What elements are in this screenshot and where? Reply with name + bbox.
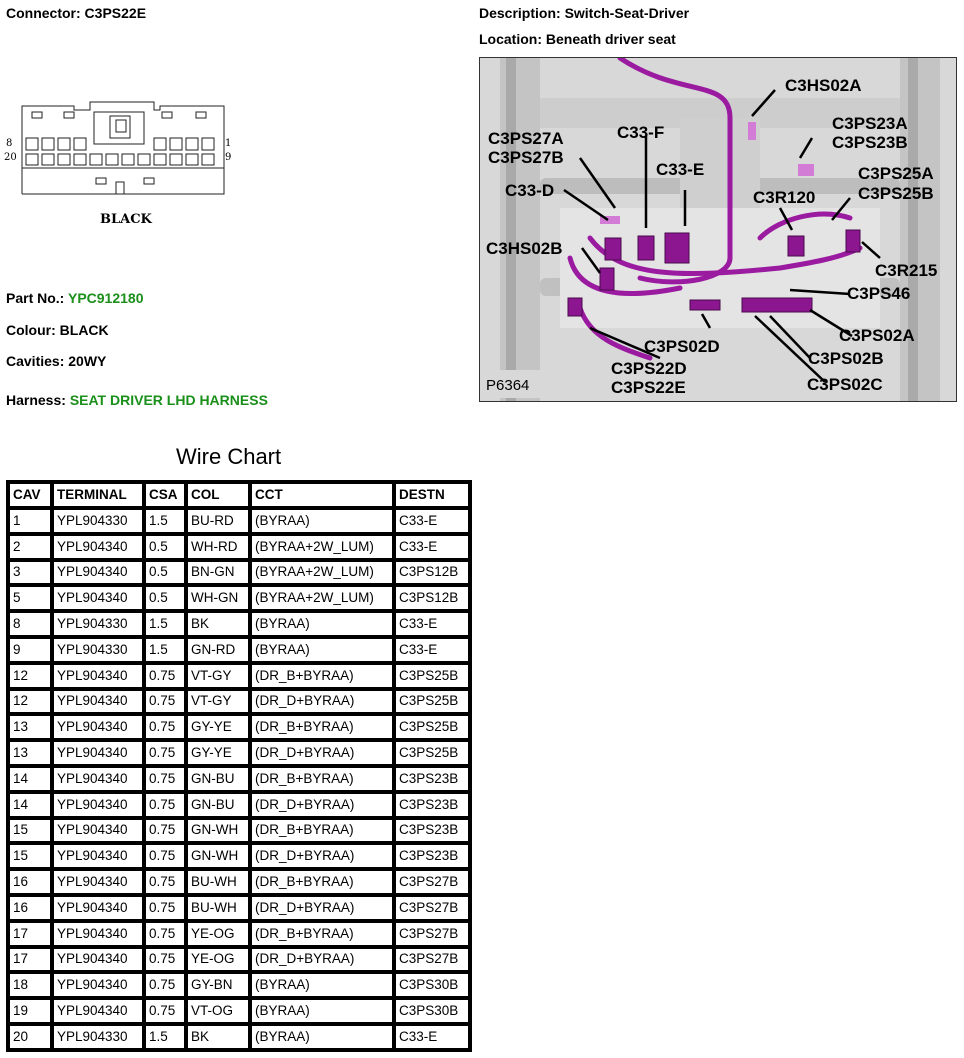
cell-terminal: YPL904330 <box>52 1024 144 1050</box>
header-terminal: TERMINAL <box>52 482 144 508</box>
callout-c3r120: C3R120 <box>753 188 816 207</box>
cell-csa: 1.5 <box>144 611 186 637</box>
cell-csa: 1.5 <box>144 1024 186 1050</box>
cell-col: WH-GN <box>186 585 250 611</box>
cell-cav: 15 <box>8 843 52 869</box>
cell-terminal: YPL904330 <box>52 611 144 637</box>
cell-cct: (BYRAA) <box>250 998 394 1024</box>
cell-csa: 0.75 <box>144 843 186 869</box>
callout-c3r215: C3R215 <box>875 261 938 280</box>
pin-label-left-bottom: 20 <box>4 152 17 163</box>
callout-c3hs02a: C3HS02A <box>785 76 862 95</box>
callout-c3ps46: C3PS46 <box>847 284 911 303</box>
harness-label: Harness: <box>6 392 66 408</box>
cell-cct: (BYRAA) <box>250 637 394 663</box>
cell-destn: C3PS23B <box>394 792 470 818</box>
colour-label: Colour: <box>6 322 56 338</box>
cell-destn: C3PS30B <box>394 998 470 1024</box>
cell-cct: (BYRAA+2W_LUM) <box>250 534 394 560</box>
part-number-row <box>6 290 144 306</box>
cell-cav: 17 <box>8 921 52 947</box>
cavities-value: 20WY <box>68 353 107 369</box>
cell-cct: (DR_D+BYRAA) <box>250 792 394 818</box>
cell-terminal: YPL904340 <box>52 585 144 611</box>
table-row <box>8 818 470 844</box>
cell-destn: C3PS25B <box>394 689 470 715</box>
cell-terminal: YPL904340 <box>52 843 144 869</box>
cell-cct: (DR_D+BYRAA) <box>250 895 394 921</box>
cell-destn: C3PS23B <box>394 766 470 792</box>
cell-terminal: YPL904340 <box>52 972 144 998</box>
part-number-link[interactable]: YPC912180 <box>67 290 144 306</box>
colour-value: BLACK <box>59 322 109 338</box>
cell-destn: C3PS27B <box>394 895 470 921</box>
table-row <box>8 869 470 895</box>
cell-cav: 2 <box>8 534 52 560</box>
cell-cct: (BYRAA) <box>250 611 394 637</box>
cell-terminal: YPL904340 <box>52 560 144 586</box>
callout-c3hs02b: C3HS02B <box>486 239 563 258</box>
callout-c3ps22d: C3PS22D <box>611 359 687 378</box>
header-col: COL <box>186 482 250 508</box>
cell-cav: 15 <box>8 818 52 844</box>
cell-col: GN-BU <box>186 792 250 818</box>
cell-cct: (BYRAA+2W_LUM) <box>250 585 394 611</box>
header-destn: DESTN <box>394 482 470 508</box>
cell-destn: C33-E <box>394 611 470 637</box>
cell-destn: C3PS27B <box>394 921 470 947</box>
cell-cav: 13 <box>8 714 52 740</box>
pin-label-left-top: 8 <box>6 138 13 149</box>
cell-col: VT-GY <box>186 663 250 689</box>
table-row <box>8 792 470 818</box>
callout-c3ps02c: C3PS02C <box>807 375 883 394</box>
cell-destn: C3PS27B <box>394 947 470 973</box>
cell-csa: 0.75 <box>144 792 186 818</box>
callout-c3ps25b: C3PS25B <box>858 184 934 203</box>
cell-terminal: YPL904330 <box>52 637 144 663</box>
cell-col: BU-WH <box>186 895 250 921</box>
cell-cct: (BYRAA) <box>250 972 394 998</box>
cell-terminal: YPL904330 <box>52 508 144 534</box>
cell-destn: C3PS12B <box>394 560 470 586</box>
cell-terminal: YPL904340 <box>52 534 144 560</box>
cell-destn: C3PS25B <box>394 714 470 740</box>
cell-csa: 0.75 <box>144 921 186 947</box>
cell-cct: (BYRAA) <box>250 1024 394 1050</box>
cell-terminal: YPL904340 <box>52 714 144 740</box>
cell-terminal: YPL904340 <box>52 663 144 689</box>
table-row <box>8 740 470 766</box>
cell-cct: (DR_D+BYRAA) <box>250 689 394 715</box>
header-csa: CSA <box>144 482 186 508</box>
cell-csa: 1.5 <box>144 637 186 663</box>
cell-cct: (DR_B+BYRAA) <box>250 921 394 947</box>
cell-cav: 14 <box>8 766 52 792</box>
header-cav: CAV <box>8 482 52 508</box>
cell-cav: 17 <box>8 947 52 973</box>
wire-chart-header-row <box>8 482 470 508</box>
cell-col: GN-BU <box>186 766 250 792</box>
cell-col: BK <box>186 1024 250 1050</box>
colour-row <box>6 322 109 338</box>
cell-col: BK <box>186 611 250 637</box>
cell-cct: (BYRAA+2W_LUM) <box>250 560 394 586</box>
cell-terminal: YPL904340 <box>52 895 144 921</box>
table-row <box>8 611 470 637</box>
cell-destn: C33-E <box>394 508 470 534</box>
table-row <box>8 1024 470 1050</box>
callout-c3ps25a: C3PS25A <box>858 164 934 183</box>
cell-terminal: YPL904340 <box>52 869 144 895</box>
cell-cav: 1 <box>8 508 52 534</box>
table-row <box>8 560 470 586</box>
callout-c33-d: C33-D <box>505 181 555 200</box>
cell-csa: 1.5 <box>144 508 186 534</box>
cell-terminal: YPL904340 <box>52 766 144 792</box>
cell-cav: 5 <box>8 585 52 611</box>
cell-cct: (DR_D+BYRAA) <box>250 843 394 869</box>
cell-destn: C3PS25B <box>394 663 470 689</box>
cell-destn: C3PS30B <box>394 972 470 998</box>
table-row <box>8 998 470 1024</box>
cell-cav: 20 <box>8 1024 52 1050</box>
wire-chart-table <box>6 480 472 1052</box>
photo-reference: P6364 <box>486 377 530 394</box>
cell-cct: (DR_B+BYRAA) <box>250 818 394 844</box>
cell-destn: C3PS23B <box>394 843 470 869</box>
location-label: Location: Beneath driver seat <box>479 31 676 47</box>
cell-cav: 16 <box>8 869 52 895</box>
cell-csa: 0.75 <box>144 869 186 895</box>
cell-col: BU-RD <box>186 508 250 534</box>
cell-csa: 0.75 <box>144 895 186 921</box>
connector-face-diagram <box>4 98 236 234</box>
harness-link[interactable]: SEAT DRIVER LHD HARNESS <box>69 392 268 408</box>
cell-terminal: YPL904340 <box>52 921 144 947</box>
cell-destn: C33-E <box>394 1024 470 1050</box>
cell-terminal: YPL904340 <box>52 740 144 766</box>
cell-csa: 0.75 <box>144 766 186 792</box>
wire-chart-title: Wire Chart <box>176 444 282 469</box>
cell-csa: 0.75 <box>144 689 186 715</box>
table-row <box>8 637 470 663</box>
table-row <box>8 689 470 715</box>
table-row <box>8 843 470 869</box>
cell-csa: 0.75 <box>144 663 186 689</box>
pin-label-right-bottom: 9 <box>225 152 232 163</box>
table-row <box>8 766 470 792</box>
cell-cct: (DR_B+BYRAA) <box>250 766 394 792</box>
cell-destn: C33-E <box>394 637 470 663</box>
cell-csa: 0.75 <box>144 714 186 740</box>
cell-terminal: YPL904340 <box>52 998 144 1024</box>
cell-cav: 18 <box>8 972 52 998</box>
cell-cav: 14 <box>8 792 52 818</box>
cell-destn: C3PS23B <box>394 818 470 844</box>
table-row <box>8 534 470 560</box>
callout-c33-e: C33-E <box>656 160 705 179</box>
cell-cav: 12 <box>8 689 52 715</box>
cell-csa: 0.5 <box>144 560 186 586</box>
table-row <box>8 714 470 740</box>
cell-col: VT-GY <box>186 689 250 715</box>
cell-cct: (DR_D+BYRAA) <box>250 740 394 766</box>
cell-cav: 13 <box>8 740 52 766</box>
wire-chart-body <box>8 508 470 1050</box>
table-row <box>8 895 470 921</box>
cell-cct: (DR_B+BYRAA) <box>250 869 394 895</box>
cell-cct: (DR_B+BYRAA) <box>250 714 394 740</box>
callout-c3ps02b: C3PS02B <box>808 349 884 368</box>
callout-c3ps27a: C3PS27A <box>488 129 564 148</box>
part-number-label: Part No.: <box>6 290 65 306</box>
cell-cav: 19 <box>8 998 52 1024</box>
cell-col: GN-WH <box>186 843 250 869</box>
cell-terminal: YPL904340 <box>52 792 144 818</box>
header-cct: CCT <box>250 482 394 508</box>
table-row <box>8 921 470 947</box>
callout-c33-f: C33-F <box>617 123 665 142</box>
cell-csa: 0.5 <box>144 534 186 560</box>
connector-color-text: BLACK <box>100 212 152 227</box>
table-row <box>8 508 470 534</box>
harness-row <box>6 392 268 408</box>
cell-col: GN-RD <box>186 637 250 663</box>
cell-destn: C33-E <box>394 534 470 560</box>
cavities-label: Cavities: <box>6 353 65 369</box>
cell-terminal: YPL904340 <box>52 947 144 973</box>
cell-csa: 0.75 <box>144 740 186 766</box>
cavities-row <box>6 353 106 369</box>
callout-c3ps23a: C3PS23A <box>832 114 908 133</box>
cell-csa: 0.75 <box>144 972 186 998</box>
callout-c3ps27b: C3PS27B <box>488 148 564 167</box>
cell-col: GN-WH <box>186 818 250 844</box>
cell-destn: C3PS27B <box>394 869 470 895</box>
cell-col: YE-OG <box>186 921 250 947</box>
cell-destn: C3PS25B <box>394 740 470 766</box>
cell-cav: 12 <box>8 663 52 689</box>
pin-label-right-top: 1 <box>225 138 232 149</box>
cell-csa: 0.75 <box>144 947 186 973</box>
table-row <box>8 663 470 689</box>
callout-c3ps02a: C3PS02A <box>839 326 915 345</box>
cell-cav: 8 <box>8 611 52 637</box>
cell-col: YE-OG <box>186 947 250 973</box>
table-row <box>8 972 470 998</box>
cell-cct: (DR_D+BYRAA) <box>250 947 394 973</box>
description-label: Description: Switch-Seat-Driver <box>479 5 690 21</box>
cell-col: GY-YE <box>186 714 250 740</box>
connector-label: Connector: C3PS22E <box>6 5 147 21</box>
cell-cav: 3 <box>8 560 52 586</box>
location-photo <box>479 57 957 402</box>
cell-cav: 16 <box>8 895 52 921</box>
cell-terminal: YPL904340 <box>52 689 144 715</box>
cell-csa: 0.75 <box>144 998 186 1024</box>
cell-col: BN-GN <box>186 560 250 586</box>
table-row <box>8 947 470 973</box>
callout-c3ps02d: C3PS02D <box>644 337 720 356</box>
cell-col: BU-WH <box>186 869 250 895</box>
cell-cct: (DR_B+BYRAA) <box>250 663 394 689</box>
cell-col: VT-OG <box>186 998 250 1024</box>
callout-c3ps22e: C3PS22E <box>611 378 686 397</box>
cell-col: GY-YE <box>186 740 250 766</box>
cell-csa: 0.5 <box>144 585 186 611</box>
cell-col: GY-BN <box>186 972 250 998</box>
cell-destn: C3PS12B <box>394 585 470 611</box>
table-row <box>8 585 470 611</box>
cell-csa: 0.75 <box>144 818 186 844</box>
callout-c3ps23b: C3PS23B <box>832 133 908 152</box>
cell-cct: (BYRAA) <box>250 508 394 534</box>
cell-col: WH-RD <box>186 534 250 560</box>
cell-terminal: YPL904340 <box>52 818 144 844</box>
cell-cav: 9 <box>8 637 52 663</box>
